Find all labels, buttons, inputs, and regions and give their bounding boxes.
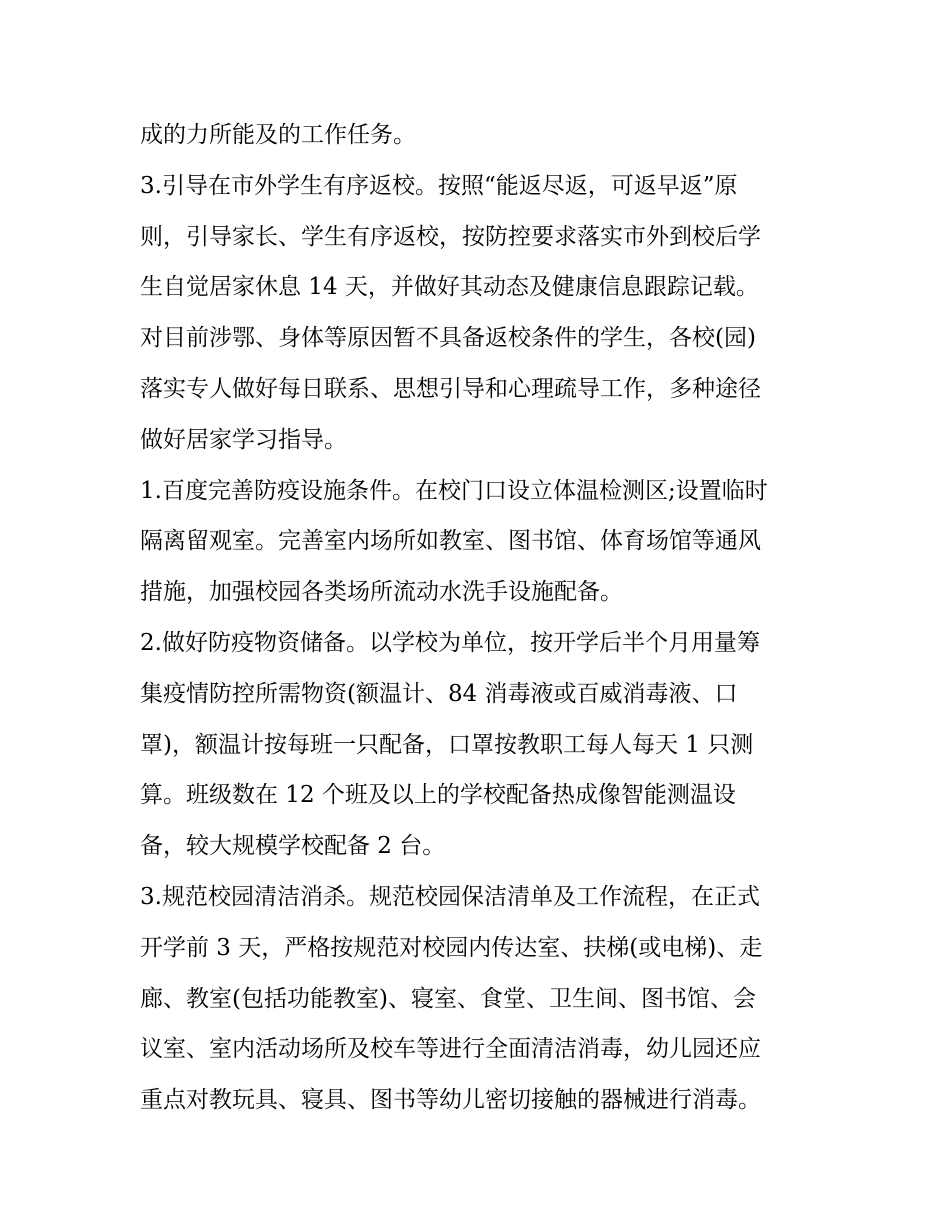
text-line: 对目前涉鄂、身体等原因暂不具备返校条件的学生，各校(园)	[140, 325, 756, 352]
text-line: 3.规范校园清洁消杀。规范校园保洁清单及工作流程，在正式	[140, 883, 760, 910]
text-line: 3.引导在市外学生有序返校。按照“能返尽返，可返早返”原	[140, 172, 738, 199]
text-line: 重点对教玩具、寝具、图书等幼儿密切接触的器械进行消毒。	[140, 1087, 761, 1114]
text-line: 备，较大规模学校配备 2 台。	[140, 833, 446, 860]
text-line: 1.百度完善防疫设施条件。在校门口设立体温检测区;设置临时	[140, 477, 768, 504]
document-body	[140, 110, 812, 1126]
text-line: 2.做好防疫物资储备。以学校为单位，按开学后半个月用量筹	[140, 629, 760, 656]
text-line: 落实专人做好每日联系、思想引导和心理疏导工作，多种途径	[140, 375, 761, 402]
text-line: 则，引导家长、学生有序返校，按防控要求落实市外到校后学	[140, 223, 761, 250]
text-line: 生自觉居家休息 14 天，并做好其动态及健康信息跟踪记载。	[140, 274, 759, 301]
text-line: 做好居家学习指导。	[140, 426, 347, 453]
text-line: 措施，加强校园各类场所流动水洗手设施配备。	[140, 579, 623, 606]
text-line: 成的力所能及的工作任务。	[140, 122, 416, 148]
text-line: 廊、教室(包括功能教室)、寝室、食堂、卫生间、图书馆、会	[140, 985, 756, 1012]
text-line: 算。班级数在 12 个班及以上的学校配备热成像智能测温设	[140, 782, 736, 809]
text-line: 隔离留观室。完善室内场所如教室、图书馆、体育场馆等通风	[140, 528, 761, 555]
text-line: 开学前 3 天，严格按规范对校园内传达室、扶梯(或电梯)、走	[140, 934, 763, 961]
text-line: 议室、室内活动场所及校车等进行全面清洁消毒，幼儿园还应	[140, 1036, 761, 1063]
text-line: 集疫情防控所需物资(额温计、84 消毒液或百威消毒液、口	[140, 680, 738, 707]
text-line: 罩)，额温计按每班一只配备，口罩按教职工每人每天 1 只测	[140, 731, 754, 758]
